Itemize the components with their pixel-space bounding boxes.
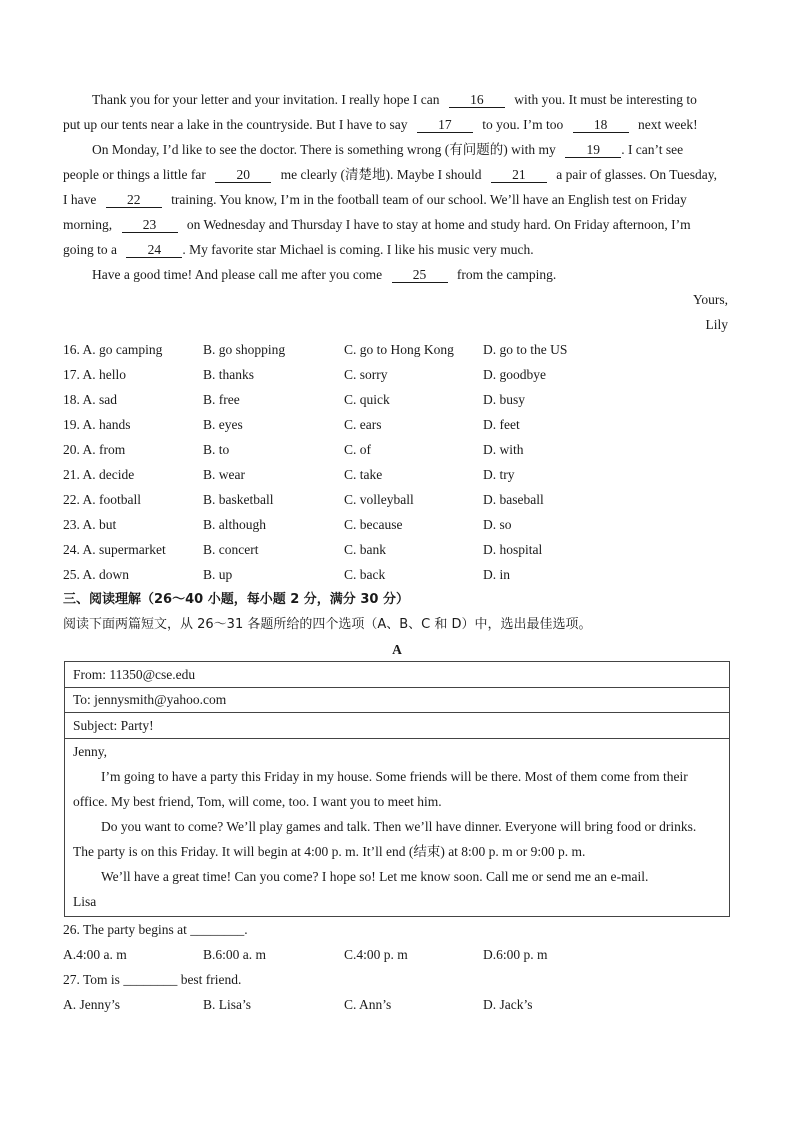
- blank-17[interactable]: 17: [417, 118, 473, 133]
- option-18-a[interactable]: 18. A. sad: [63, 392, 117, 407]
- blank-16[interactable]: 16: [449, 93, 505, 108]
- question-24-options: [63, 537, 731, 562]
- section-3-title: 三、阅读理解（26～40 小题，每小题 2 分，满分 30 分）: [63, 592, 409, 607]
- question-18-options: [63, 387, 731, 412]
- question-20-options: [63, 437, 731, 462]
- cloze-text: people or things a little far: [63, 167, 206, 182]
- option-16-c[interactable]: C. go to Hong Kong: [344, 342, 454, 357]
- passage-label: A: [392, 642, 402, 657]
- question-16-options: [63, 337, 731, 362]
- cloze-text: I have: [63, 192, 97, 207]
- email-from: From: 11350@cse.edu: [73, 667, 196, 682]
- cloze-text: . I can’t see: [621, 142, 684, 157]
- option-21-d[interactable]: D. try: [483, 467, 515, 482]
- cloze-line-2: [63, 112, 731, 137]
- email-subject: Subject: Party!: [73, 718, 154, 733]
- option-24-a[interactable]: 24. A. supermarket: [63, 542, 166, 557]
- option-17-c[interactable]: C. sorry: [344, 367, 388, 382]
- option-24-c[interactable]: C. bank: [344, 542, 386, 557]
- question-23-options: [63, 512, 731, 537]
- option-25-d[interactable]: D. in: [483, 567, 510, 582]
- question-25-options: [63, 562, 731, 587]
- cloze-text: On Monday, I’d like to see the doctor. There is something wrong (有问题的) with my: [92, 142, 556, 157]
- option-20-a[interactable]: 20. A. from: [63, 442, 126, 457]
- cloze-line-8: [63, 262, 760, 287]
- option-23-b[interactable]: B. although: [203, 517, 266, 532]
- cloze-line-4: [63, 162, 731, 187]
- option-27-d[interactable]: D. Jack’s: [483, 997, 533, 1012]
- option-23-d[interactable]: D. so: [483, 517, 512, 532]
- option-22-a[interactable]: 22. A. football: [63, 492, 141, 507]
- email-body-line: office. My best friend, Tom, will come, too. I want you to meet him.: [73, 794, 442, 809]
- option-21-a[interactable]: 21. A. decide: [63, 467, 135, 482]
- option-25-a[interactable]: 25. A. down: [63, 567, 130, 582]
- cloze-text: on Wednesday and Thursday I have to stay at home and study hard. On Friday afternoon, I’m: [186, 217, 691, 232]
- option-22-c[interactable]: C. volleyball: [344, 492, 414, 507]
- option-16-b[interactable]: B. go shopping: [203, 342, 286, 357]
- cloze-text: Have a good time! And please call me after you come: [92, 267, 383, 282]
- option-21-b[interactable]: B. wear: [203, 467, 245, 482]
- blank-21[interactable]: 21: [491, 168, 547, 183]
- option-22-d[interactable]: D. baseball: [483, 492, 544, 507]
- cloze-text: from the camping.: [456, 267, 557, 282]
- cloze-text: a pair of glasses. On Tuesday,: [556, 167, 718, 182]
- option-27-a[interactable]: A. Jenny’s: [63, 997, 120, 1012]
- option-22-b[interactable]: B. basketball: [203, 492, 274, 507]
- option-18-c[interactable]: C. quick: [344, 392, 390, 407]
- blank-23[interactable]: 23: [122, 218, 178, 233]
- blank-20[interactable]: 20: [215, 168, 271, 183]
- option-19-c[interactable]: C. ears: [344, 417, 382, 432]
- cloze-line-5: [63, 187, 731, 212]
- option-27-c[interactable]: C. Ann’s: [344, 997, 392, 1012]
- option-20-d[interactable]: D. with: [483, 442, 524, 457]
- email-to-row: [65, 687, 729, 713]
- option-18-d[interactable]: D. busy: [483, 392, 526, 407]
- cloze-text: going to a: [63, 242, 117, 257]
- option-25-b[interactable]: B. up: [203, 567, 233, 582]
- option-26-a[interactable]: A.4:00 a. m: [63, 947, 127, 962]
- cloze-text: morning,: [63, 217, 113, 232]
- option-18-b[interactable]: B. free: [203, 392, 240, 407]
- blank-22[interactable]: 22: [106, 193, 162, 208]
- cloze-text: next week!: [638, 117, 698, 132]
- option-24-d[interactable]: D. hospital: [483, 542, 543, 557]
- blank-25[interactable]: 25: [392, 268, 448, 283]
- cloze-line-7: [63, 237, 731, 262]
- cloze-line-3: [63, 137, 760, 162]
- email-greeting: Jenny,: [73, 744, 107, 759]
- question-22-options: [63, 487, 731, 512]
- option-19-a[interactable]: 19. A. hands: [63, 417, 131, 432]
- option-26-b[interactable]: B.6:00 a. m: [203, 947, 266, 962]
- cloze-text: put up our tents near a lake in the countryside. But I have to say: [63, 117, 408, 132]
- option-19-d[interactable]: D. feet: [483, 417, 520, 432]
- option-26-c[interactable]: C.4:00 p. m: [344, 947, 408, 962]
- option-16-a[interactable]: 16. A. go camping: [63, 342, 163, 357]
- option-21-c[interactable]: C. take: [344, 467, 383, 482]
- email-box: [64, 661, 730, 917]
- option-16-d[interactable]: D. go to the US: [483, 342, 568, 357]
- cloze-line-1: [63, 87, 760, 112]
- cloze-text: . My favorite star Michael is coming. I like his music very much.: [182, 242, 534, 257]
- question-26-options: [63, 942, 731, 967]
- cloze-line-6: [63, 212, 731, 237]
- email-body-line: The party is on this Friday. It will begin at 4:00 p. m. It’ll end (结束) at 8:00 p. m or 9:00 p. m.: [73, 844, 586, 859]
- option-23-c[interactable]: C. because: [344, 517, 403, 532]
- cloze-text: with you. It must be interesting to: [514, 92, 697, 107]
- option-20-b[interactable]: B. to: [203, 442, 230, 457]
- cloze-text: to you. I’m too: [482, 117, 564, 132]
- question-21-options: [63, 462, 731, 487]
- email-to: To: jennysmith@yahoo.com: [73, 692, 227, 707]
- option-17-b[interactable]: B. thanks: [203, 367, 255, 382]
- option-19-b[interactable]: B. eyes: [203, 417, 243, 432]
- question-27-stem: 27. Tom is ________ best friend.: [63, 972, 242, 987]
- question-17-options: [63, 362, 731, 387]
- letter-closing: Yours,: [692, 292, 728, 307]
- question-26-stem: 26. The party begins at ________.: [63, 922, 248, 937]
- option-23-a[interactable]: 23. A. but: [63, 517, 117, 532]
- email-subject-row: [65, 713, 729, 739]
- option-27-b[interactable]: B. Lisa’s: [203, 997, 252, 1012]
- email-from-row: [65, 662, 729, 688]
- question-27-options: [63, 992, 731, 1017]
- email-body-line: I’m going to have a party this Friday in my house. Some friends will be there. Most of them come from their: [101, 769, 688, 784]
- blank-19[interactable]: 19: [565, 143, 621, 158]
- question-19-options: [63, 412, 731, 437]
- letter-signature: Lily: [705, 317, 728, 332]
- blank-24[interactable]: 24: [126, 243, 182, 258]
- option-24-b[interactable]: B. concert: [203, 542, 259, 557]
- cloze-text: training. You know, I’m in the football team of our school. We’ll have an English test on Friday: [171, 192, 687, 207]
- option-26-d[interactable]: D.6:00 p. m: [483, 947, 548, 962]
- option-20-c[interactable]: C. of: [344, 442, 371, 457]
- email-body-line: Do you want to come? We’ll play games and talk. Then we’ll have dinner. Everyone will bring food or drinks.: [101, 819, 697, 834]
- cloze-text: me clearly (清楚地). Maybe I should: [280, 167, 482, 182]
- section-3-instruction: 阅读下面两篇短文，从 26～31 各题所给的四个选项（A、B、C 和 D）中，选出最佳选项。: [63, 617, 592, 632]
- option-25-c[interactable]: C. back: [344, 567, 386, 582]
- email-sign: Lisa: [73, 894, 97, 909]
- option-17-a[interactable]: 17. A. hello: [63, 367, 126, 382]
- cloze-text: Thank you for your letter and your invitation. I really hope I can: [92, 92, 440, 107]
- blank-18[interactable]: 18: [573, 118, 629, 133]
- email-body-line: We’ll have a great time! Can you come? I hope so! Let me know soon. Call me or send me an e-mail.: [101, 869, 649, 884]
- option-17-d[interactable]: D. goodbye: [483, 367, 546, 382]
